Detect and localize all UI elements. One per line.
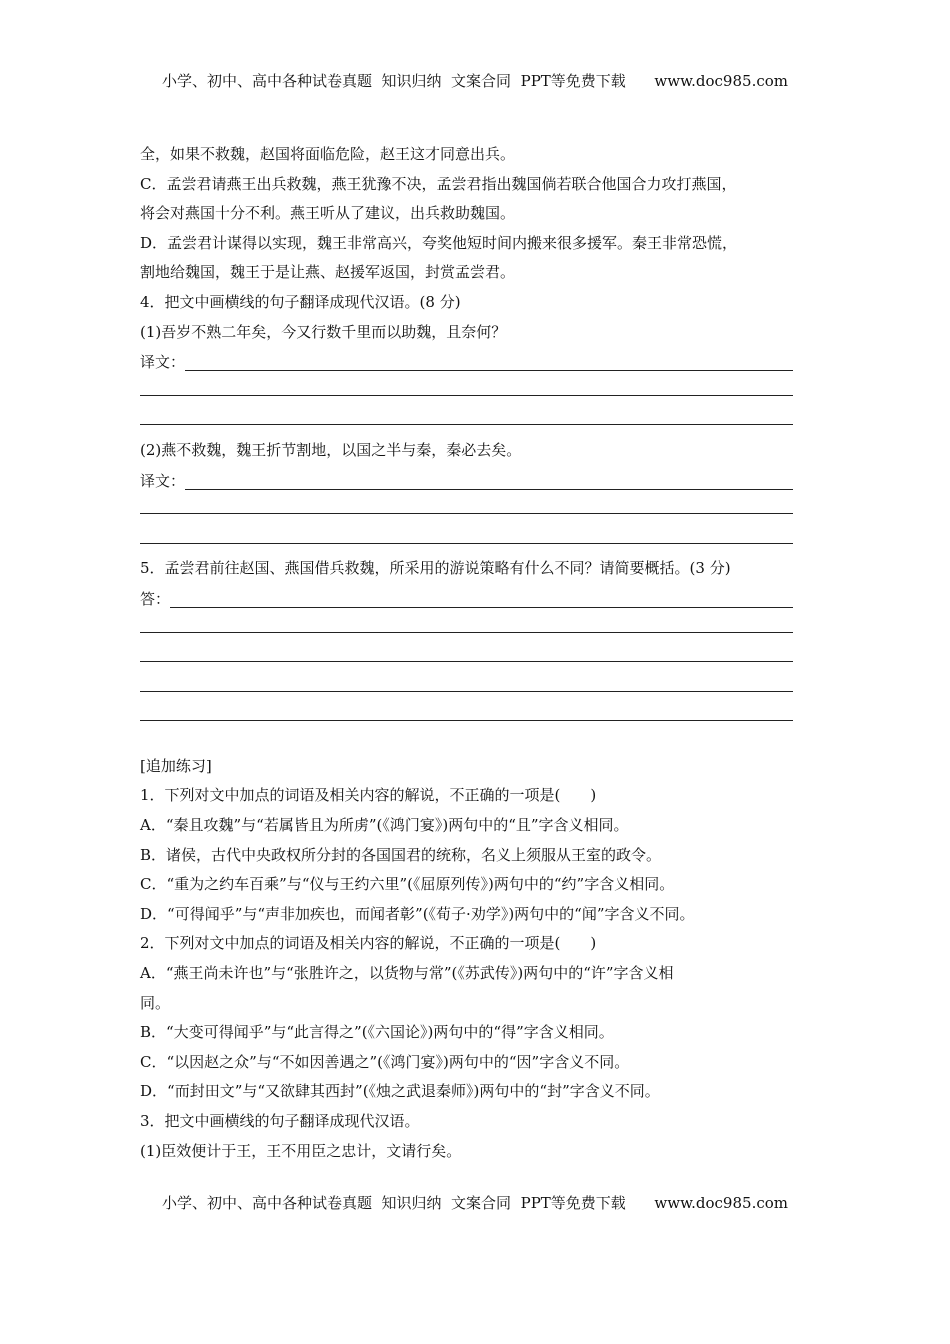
answer-line[interactable] (140, 377, 820, 407)
answer-label: 答： (140, 590, 171, 609)
extra-practice-title: [追加练习] (140, 756, 212, 775)
answer-line[interactable] (170, 589, 793, 608)
page-header: 小学、初中、高中各种试卷真题 知识归纳 文案合同 PPT等免费下载 www.doc985.com (161, 72, 788, 90)
answer-line[interactable] (140, 495, 820, 525)
text-line: 割地给魏国，魏王于是让燕、赵援军返国，封赏孟尝君。 (140, 263, 516, 282)
answer-line[interactable] (140, 673, 820, 703)
page-footer: 小学、初中、高中各种试卷真题 知识归纳 文案合同 PPT等免费下载 www.doc985.com (161, 1194, 788, 1212)
extra-q1-option-c: C．“重为之约车百乘”与“仪与王约六里”(《屈原列传》)两句中的“约”字含义相同。 (140, 875, 675, 894)
extra-q2-option-b: B．“大变可得闻乎”与“此言得之”(《六国论》)两句中的“得”字含义相同。 (140, 1023, 614, 1042)
extra-q1-option-a: A．“秦且攻魏”与“若属皆且为所虏”(《鸿门宴》)两句中的“且”字含义相同。 (140, 816, 629, 835)
extra-q2-option-c: C．“以因赵之众”与“不如因善遇之”(《鸿门宴》)两句中的“因”字含义不同。 (140, 1052, 630, 1071)
translation-answer-1[interactable] (140, 347, 820, 377)
translation-label: 译文： (140, 353, 186, 372)
question-4-1: (1)吾岁不熟二年矣，今又行数千里而以助魏，且奈何？ (140, 322, 507, 341)
question-5: 5．孟尝君前往赵国、燕国借兵救魏，所采用的游说策略有什么不同？请简要概括。(3 分) (140, 559, 731, 578)
translation-answer-2[interactable] (140, 466, 820, 496)
extra-q1-option-b: B．诸侯，古代中央政权所分封的各国国君的统称，名义上须服从王室的政令。 (140, 845, 662, 864)
answer-line[interactable] (185, 471, 793, 490)
spacer (140, 732, 820, 752)
answer-line[interactable] (140, 525, 820, 555)
extra-question-3-1: (1)臣效便计于王，王不用臣之忠计，文请行矣。 (140, 1141, 462, 1160)
text-line: 全，如果不救魏，赵国将面临危险，赵王这才同意出兵。 (140, 145, 516, 163)
question-4: 4．把文中画横线的句子翻译成现代汉语。(8 分) (140, 292, 461, 311)
answer-5[interactable] (140, 584, 820, 614)
question-4-2: (2)燕不救魏，魏王折节割地，以国之半与秦，秦必去矣。 (140, 440, 522, 459)
translation-label: 译文： (140, 471, 186, 490)
option-c: C．孟尝君请燕王出兵救魏，燕王犹豫不决，孟尝君指出魏国倘若联合他国合力攻打燕国， (140, 174, 737, 193)
text-line: 同。 (140, 993, 171, 1012)
answer-line[interactable] (140, 702, 820, 732)
extra-question-1: 1．下列对文中加点的词语及相关内容的解说，不正确的一项是( ) (140, 786, 597, 805)
document-body (140, 140, 820, 1166)
answer-line[interactable] (140, 406, 820, 436)
extra-question-2: 2．下列对文中加点的词语及相关内容的解说，不正确的一项是( ) (140, 934, 597, 953)
extra-q1-option-d: D．“可得闻乎”与“声非加疾也，而闻者彰”(《荀子·劝学》)两句中的“闻”字含义不同。 (140, 904, 695, 923)
answer-line[interactable] (140, 643, 820, 673)
extra-q2-option-a: A．“燕王尚未许也”与“张胜许之，以货物与常”(《苏武传》)两句中的“许”字含义相 (140, 964, 674, 983)
answer-line[interactable] (140, 614, 820, 644)
extra-question-3: 3．把文中画横线的句子翻译成现代汉语。 (140, 1112, 420, 1130)
extra-q2-option-d: D．“而封田文”与“又欲肆其西封”(《烛之武退秦师》)两句中的“封”字含义不同。 (140, 1082, 660, 1101)
text-line: 将会对燕国十分不利。燕王听从了建议，出兵救助魏国。 (140, 204, 516, 223)
answer-line[interactable] (185, 352, 793, 371)
option-d: D．孟尝君计谋得以实现，魏王非常高兴，夸奖他短时间内搬来很多援军。秦王非常恐慌， (140, 233, 738, 252)
